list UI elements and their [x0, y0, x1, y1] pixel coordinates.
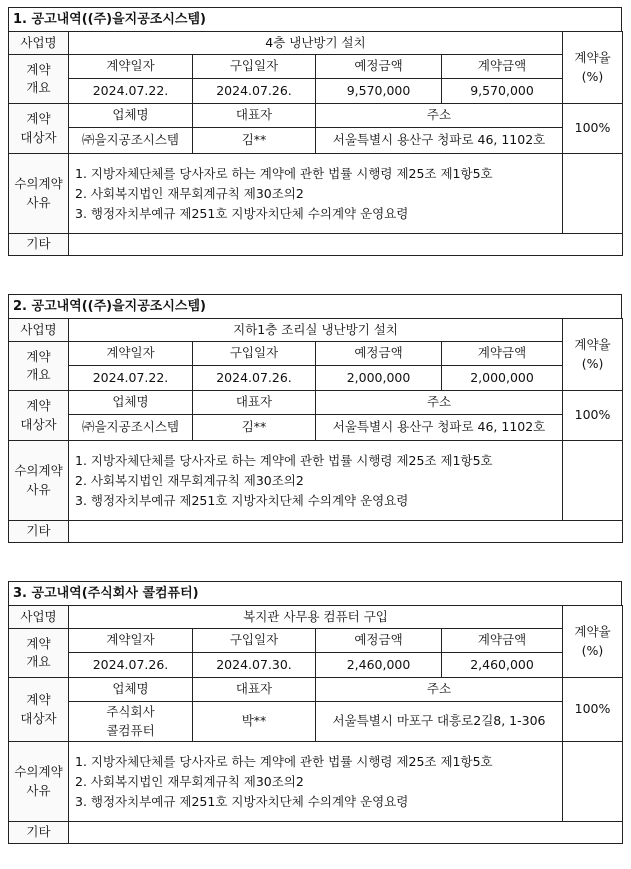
reason-label: 수의계약 사유	[9, 441, 69, 521]
reason-label: 수의계약 사유	[9, 742, 69, 822]
rate-label: 계약율 (%)	[563, 606, 623, 678]
company-address: 서울특별시 용산구 청파로 46, 1102호	[316, 128, 563, 154]
reason-list	[69, 441, 563, 521]
representative-header: 대표자	[193, 104, 316, 128]
representative-header: 대표자	[193, 678, 316, 702]
notice-table	[8, 31, 623, 256]
project-label: 사업명	[9, 606, 69, 629]
company-name: 주식회사 콜컴퓨터	[69, 702, 193, 742]
purchase-date: 2024.07.30.	[193, 653, 316, 678]
purchase-date-header: 구입일자	[193, 55, 316, 79]
other-label: 기타	[9, 822, 69, 844]
purchase-date: 2024.07.26.	[193, 79, 316, 104]
contract-date-header: 계약일자	[69, 342, 193, 366]
other-note	[69, 234, 623, 256]
reason-blank	[563, 441, 623, 521]
purchase-date-header: 구입일자	[193, 342, 316, 366]
notice-table	[8, 318, 623, 543]
reason-item: 2. 사회복지법인 재무회계규칙 제30조의2	[75, 185, 304, 201]
reason-item: 3. 행정자치부예규 제251호 지방자치단체 수의계약 운영요령	[75, 492, 409, 508]
reason-list	[69, 742, 563, 822]
other-note	[69, 822, 623, 844]
contract-amount: 9,570,000	[442, 79, 563, 104]
reason-list	[69, 154, 563, 234]
estimated-amount: 2,000,000	[316, 366, 442, 391]
purchase-date-header: 구입일자	[193, 629, 316, 653]
company-address: 서울특별시 마포구 대흥로2길8, 1-306	[316, 702, 563, 742]
reason-item: 1. 지방자체단체를 당사자로 하는 계약에 관한 법률 시행령 제25조 제1항5호	[75, 452, 493, 468]
contract-summary-label: 계약 개요	[9, 342, 69, 391]
address-header: 주소	[316, 391, 563, 415]
contract-date: 2024.07.22.	[69, 366, 193, 391]
estimated-amount: 2,460,000	[316, 653, 442, 678]
notice-1	[8, 7, 622, 256]
contractor-label: 계약 대상자	[9, 678, 69, 742]
project-name: 복지관 사무용 컴퓨터 구입	[69, 606, 563, 629]
contract-rate: 100%	[563, 391, 623, 441]
contract-amount-header: 계약금액	[442, 55, 563, 79]
notice-3	[8, 581, 622, 844]
reason-item: 3. 행정자치부예규 제251호 지방자치단체 수의계약 운영요령	[75, 205, 409, 221]
contract-amount-header: 계약금액	[442, 342, 563, 366]
reason-blank	[563, 154, 623, 234]
contract-summary-label: 계약 개요	[9, 629, 69, 678]
address-header: 주소	[316, 104, 563, 128]
reason-blank	[563, 742, 623, 822]
rate-label: 계약율 (%)	[563, 32, 623, 104]
project-label: 사업명	[9, 319, 69, 342]
reason-item: 1. 지방자체단체를 당사자로 하는 계약에 관한 법률 시행령 제25조 제1항5호	[75, 165, 493, 181]
estimated-amount-header: 예정금액	[316, 629, 442, 653]
reason-label: 수의계약 사유	[9, 154, 69, 234]
address-header: 주소	[316, 678, 563, 702]
notice-title: 1. 공고내역((주)을지공조시스템)	[8, 7, 622, 31]
contract-date-header: 계약일자	[69, 629, 193, 653]
contract-rate: 100%	[563, 104, 623, 154]
contract-amount: 2,460,000	[442, 653, 563, 678]
representative-name: 박**	[193, 702, 316, 742]
company-name: ㈜을지공조시스템	[69, 128, 193, 154]
reason-item: 2. 사회복지법인 재무회계규칙 제30조의2	[75, 472, 304, 488]
other-label: 기타	[9, 234, 69, 256]
reason-item: 2. 사회복지법인 재무회계규칙 제30조의2	[75, 773, 304, 789]
purchase-date: 2024.07.26.	[193, 366, 316, 391]
reason-item: 1. 지방자체단체를 당사자로 하는 계약에 관한 법률 시행령 제25조 제1항5호	[75, 753, 493, 769]
project-name: 지하1층 조리실 냉난방기 설치	[69, 319, 563, 342]
contract-amount: 2,000,000	[442, 366, 563, 391]
reason-item: 3. 행정자치부예규 제251호 지방자치단체 수의계약 운영요령	[75, 793, 409, 809]
notice-title: 3. 공고내역(주식회사 콜컴퓨터)	[8, 581, 622, 605]
project-name: 4층 냉난방기 설치	[69, 32, 563, 55]
other-note	[69, 521, 623, 543]
representative-name: 김**	[193, 128, 316, 154]
representative-header: 대표자	[193, 391, 316, 415]
company-address: 서울특별시 용산구 청파로 46, 1102호	[316, 415, 563, 441]
contract-date: 2024.07.22.	[69, 79, 193, 104]
representative-name: 김**	[193, 415, 316, 441]
contractor-label: 계약 대상자	[9, 391, 69, 441]
other-label: 기타	[9, 521, 69, 543]
contract-amount-header: 계약금액	[442, 629, 563, 653]
company-name: ㈜을지공조시스템	[69, 415, 193, 441]
company-header: 업체명	[69, 678, 193, 702]
company-header: 업체명	[69, 104, 193, 128]
contract-date: 2024.07.26.	[69, 653, 193, 678]
rate-label: 계약율 (%)	[563, 319, 623, 391]
contract-summary-label: 계약 개요	[9, 55, 69, 104]
company-header: 업체명	[69, 391, 193, 415]
notice-2	[8, 294, 622, 543]
contract-date-header: 계약일자	[69, 55, 193, 79]
notice-title: 2. 공고내역((주)을지공조시스템)	[8, 294, 622, 318]
contractor-label: 계약 대상자	[9, 104, 69, 154]
estimated-amount-header: 예정금액	[316, 55, 442, 79]
contract-rate: 100%	[563, 678, 623, 742]
estimated-amount-header: 예정금액	[316, 342, 442, 366]
notice-table	[8, 605, 623, 844]
project-label: 사업명	[9, 32, 69, 55]
estimated-amount: 9,570,000	[316, 79, 442, 104]
